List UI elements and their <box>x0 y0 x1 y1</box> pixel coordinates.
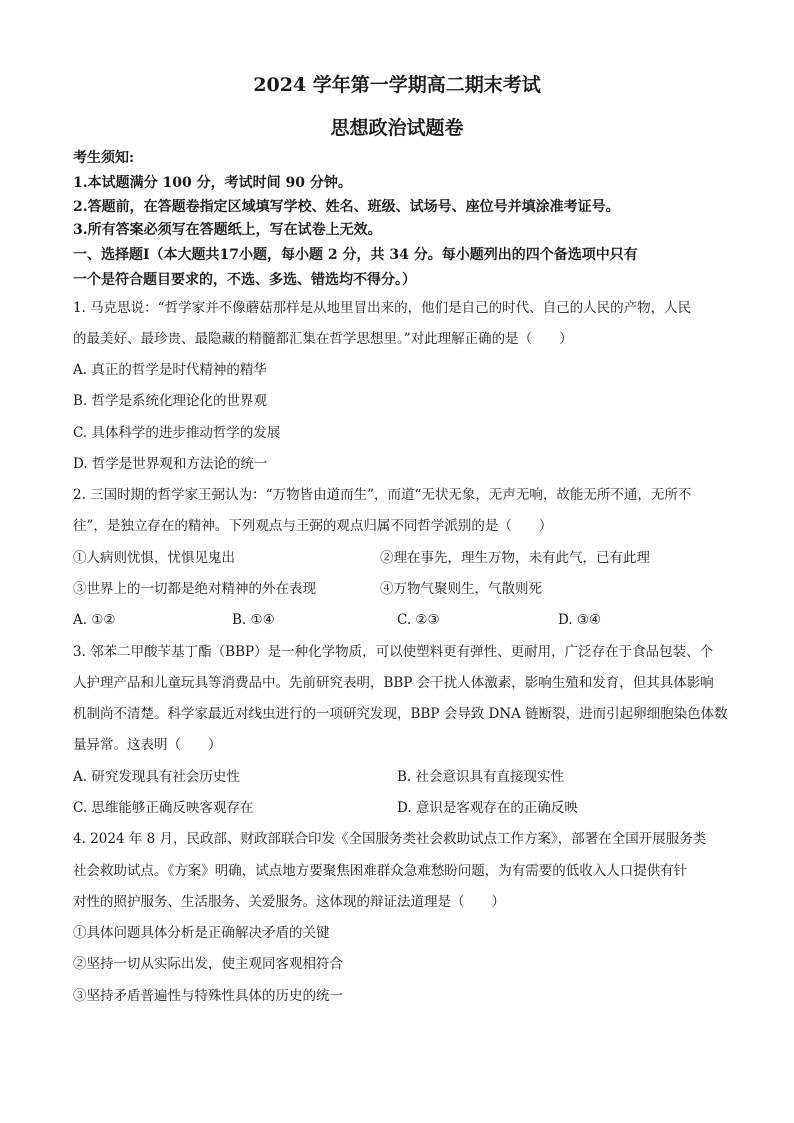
statement: ①具体问题具体分析是正确解决矛盾的关键 <box>73 925 330 941</box>
question-stem: 1. 马克思说：“哲学家并不像蘑菇那样是从地里冒出来的，他们是自己的时代、自己的人民的产物，人民 <box>73 300 692 316</box>
exam-subtitle: 思想政治试题卷 <box>330 117 464 139</box>
question-stem: 量异常。这表明（ ） <box>73 737 222 753</box>
answer-option: C. 具体科学的进步推动哲学的发展 <box>73 425 281 441</box>
exam-title: 2024 学年第一学期高二期末考试 <box>253 74 541 96</box>
statement: ③世界上的一切都是绝对精神的外在表现 <box>73 581 316 597</box>
answer-option: C. ②③ <box>397 612 440 628</box>
answer-option: D. 意识是客观存在的正确反映 <box>397 800 578 816</box>
question-stem: 往”，是独立存在的精神。下列观点与王弼的观点归属不同哲学派别的是（ ） <box>73 518 553 534</box>
answer-option: D. 哲学是世界观和方法论的统一 <box>73 456 268 472</box>
notice-item: 2.答题前，在答题卷指定区域填写学校、姓名、班级、试场号、座位号并填涂准考证号。 <box>73 199 620 215</box>
section-instruction: 一个是符合题目要求的，不选、多选、错选均不得分。） <box>73 272 416 288</box>
notice-heading: 考生须知: <box>73 150 135 166</box>
statement: ④万物气聚则生，气散则死 <box>380 581 542 597</box>
section-instruction: 一、选择题Ⅰ（本大题共17小题，每小题 2 分，共 34 分。每小题列出的四个备选项中只有 <box>73 247 638 263</box>
question-stem: 对性的照护服务、生活服务、关爱服务。这体现的辩证法道理是（ ） <box>73 894 505 910</box>
statement: ②坚持一切从实际出发，使主观同客观相符合 <box>73 956 343 972</box>
statement: ③坚持矛盾普遍性与特殊性具体的历史的统一 <box>73 988 343 1004</box>
question-stem: 的最美好、最珍贵、最隐藏的精髓都汇集在哲学思想里。”对此理解正确的是（ ） <box>73 331 573 347</box>
answer-option: A. 真正的哲学是时代精神的精华 <box>73 362 267 378</box>
question-stem: 2. 三国时期的哲学家王弼认为：“万物皆由道而生”，而道“无状无象，无声无响，故能无所不通，无所不 <box>73 487 692 503</box>
question-stem: 3. 邻苯二甲酸苄基丁酯（BBP）是一种化学物质，可以使塑料更有弹性、更耐用，广泛存在于食品包装、个 <box>73 644 714 660</box>
answer-option: C. 思维能够正确反映客观存在 <box>73 800 254 816</box>
answer-option: B. 社会意识具有直接现实性 <box>397 769 565 785</box>
question-stem: 人护理产品和儿童玩具等消费品中。先前研究表明，BBP 会干扰人体激素，影响生殖和发育，但其具体影响 <box>73 675 714 691</box>
answer-option: B. 哲学是系统化理论化的世界观 <box>73 393 268 409</box>
question-stem: 社会救助试点。《方案》明确，试点地方要聚焦困难群众急难愁盼问题，为有需要的低收入人口提供有针 <box>73 863 688 879</box>
answer-option: D. ③④ <box>558 612 602 628</box>
notice-item: 3.所有答案必须写在答题纸上，写在试卷上无效。 <box>73 222 382 238</box>
answer-option: A. 研究发现具有社会历史性 <box>73 769 240 785</box>
question-stem: 机制尚不清楚。科学家最近对线虫进行的一项研究发现，BBP 会导致 DNA 链断裂，进而引起卵细胞染色体数 <box>73 706 728 722</box>
question-stem: 4. 2024 年 8 月，民政部、财政部联合印发《全国服务类社会救助试点工作方案》，部署在全国开展服务类 <box>73 831 707 847</box>
answer-option: A. ①② <box>73 612 116 628</box>
answer-option: B. ①④ <box>232 612 275 628</box>
statement: ②理在事先，理生万物，未有此气，已有此理 <box>380 550 650 566</box>
statement: ①人病则忧惧，忧惧见鬼出 <box>73 550 235 566</box>
notice-item: 1.本试题满分 100 分，考试时间 90 分钟。 <box>73 175 352 191</box>
